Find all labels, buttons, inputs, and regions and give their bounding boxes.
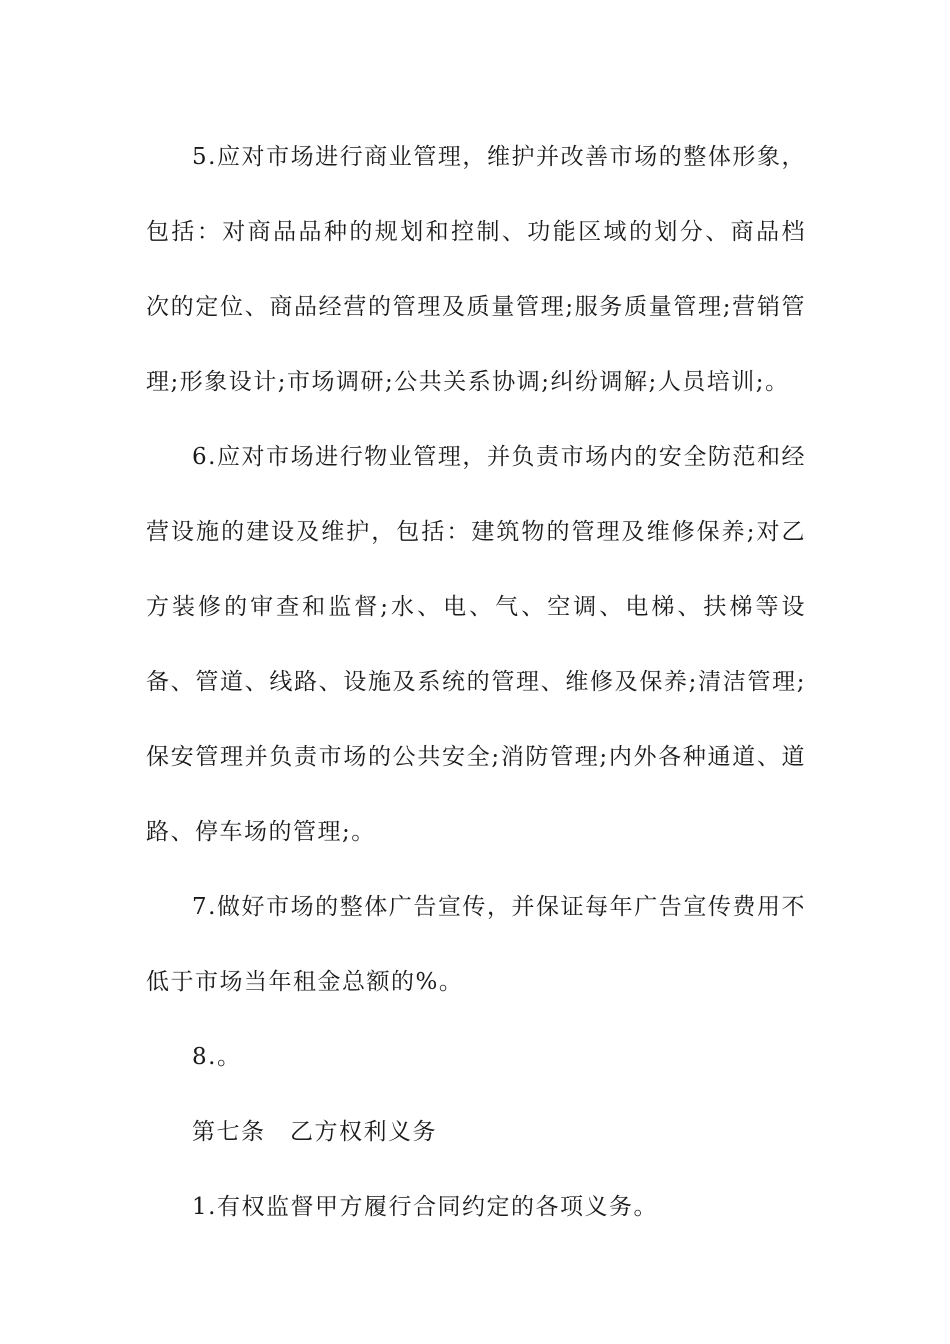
section-paragraph-1: 1.有权监督甲方履行合同约定的各项义务。 (192, 1194, 658, 1220)
paragraph-item-5: 5.应对市场进行商业管理，维护并改善市场的整体形象，包括：对商品品种的规划和控制、功能区域的划分、商品档次的定位、商品经营的管理及质量管理;服务质量管理;营销管理;形象设计;市场调研;公共关系协调;纠纷调解;人员培训;。 (146, 144, 806, 395)
section-heading: 第七条 乙方权利义务 (192, 1119, 437, 1145)
paragraph-item-8: 8.。 (192, 1044, 242, 1070)
paragraph-item-7: 7.做好市场的整体广告宣传，并保证每年广告宣传费用不低于市场当年租金总额的%。 (146, 894, 806, 995)
document-body (146, 120, 806, 1245)
paragraph-item-6: 6.应对市场进行物业管理，并负责市场内的安全防范和经营设施的建设及维护，包括：建筑物的管理及维修保养;对乙方装修的审查和监督;水、电、气、空调、电梯、扶梯等设备、管道、线路、设施及系统的管理、维修及保养;清洁管理;保安管理并负责市场的公共安全;消防管理;内外各种通道、道路、停车场的管理;。 (146, 444, 806, 845)
